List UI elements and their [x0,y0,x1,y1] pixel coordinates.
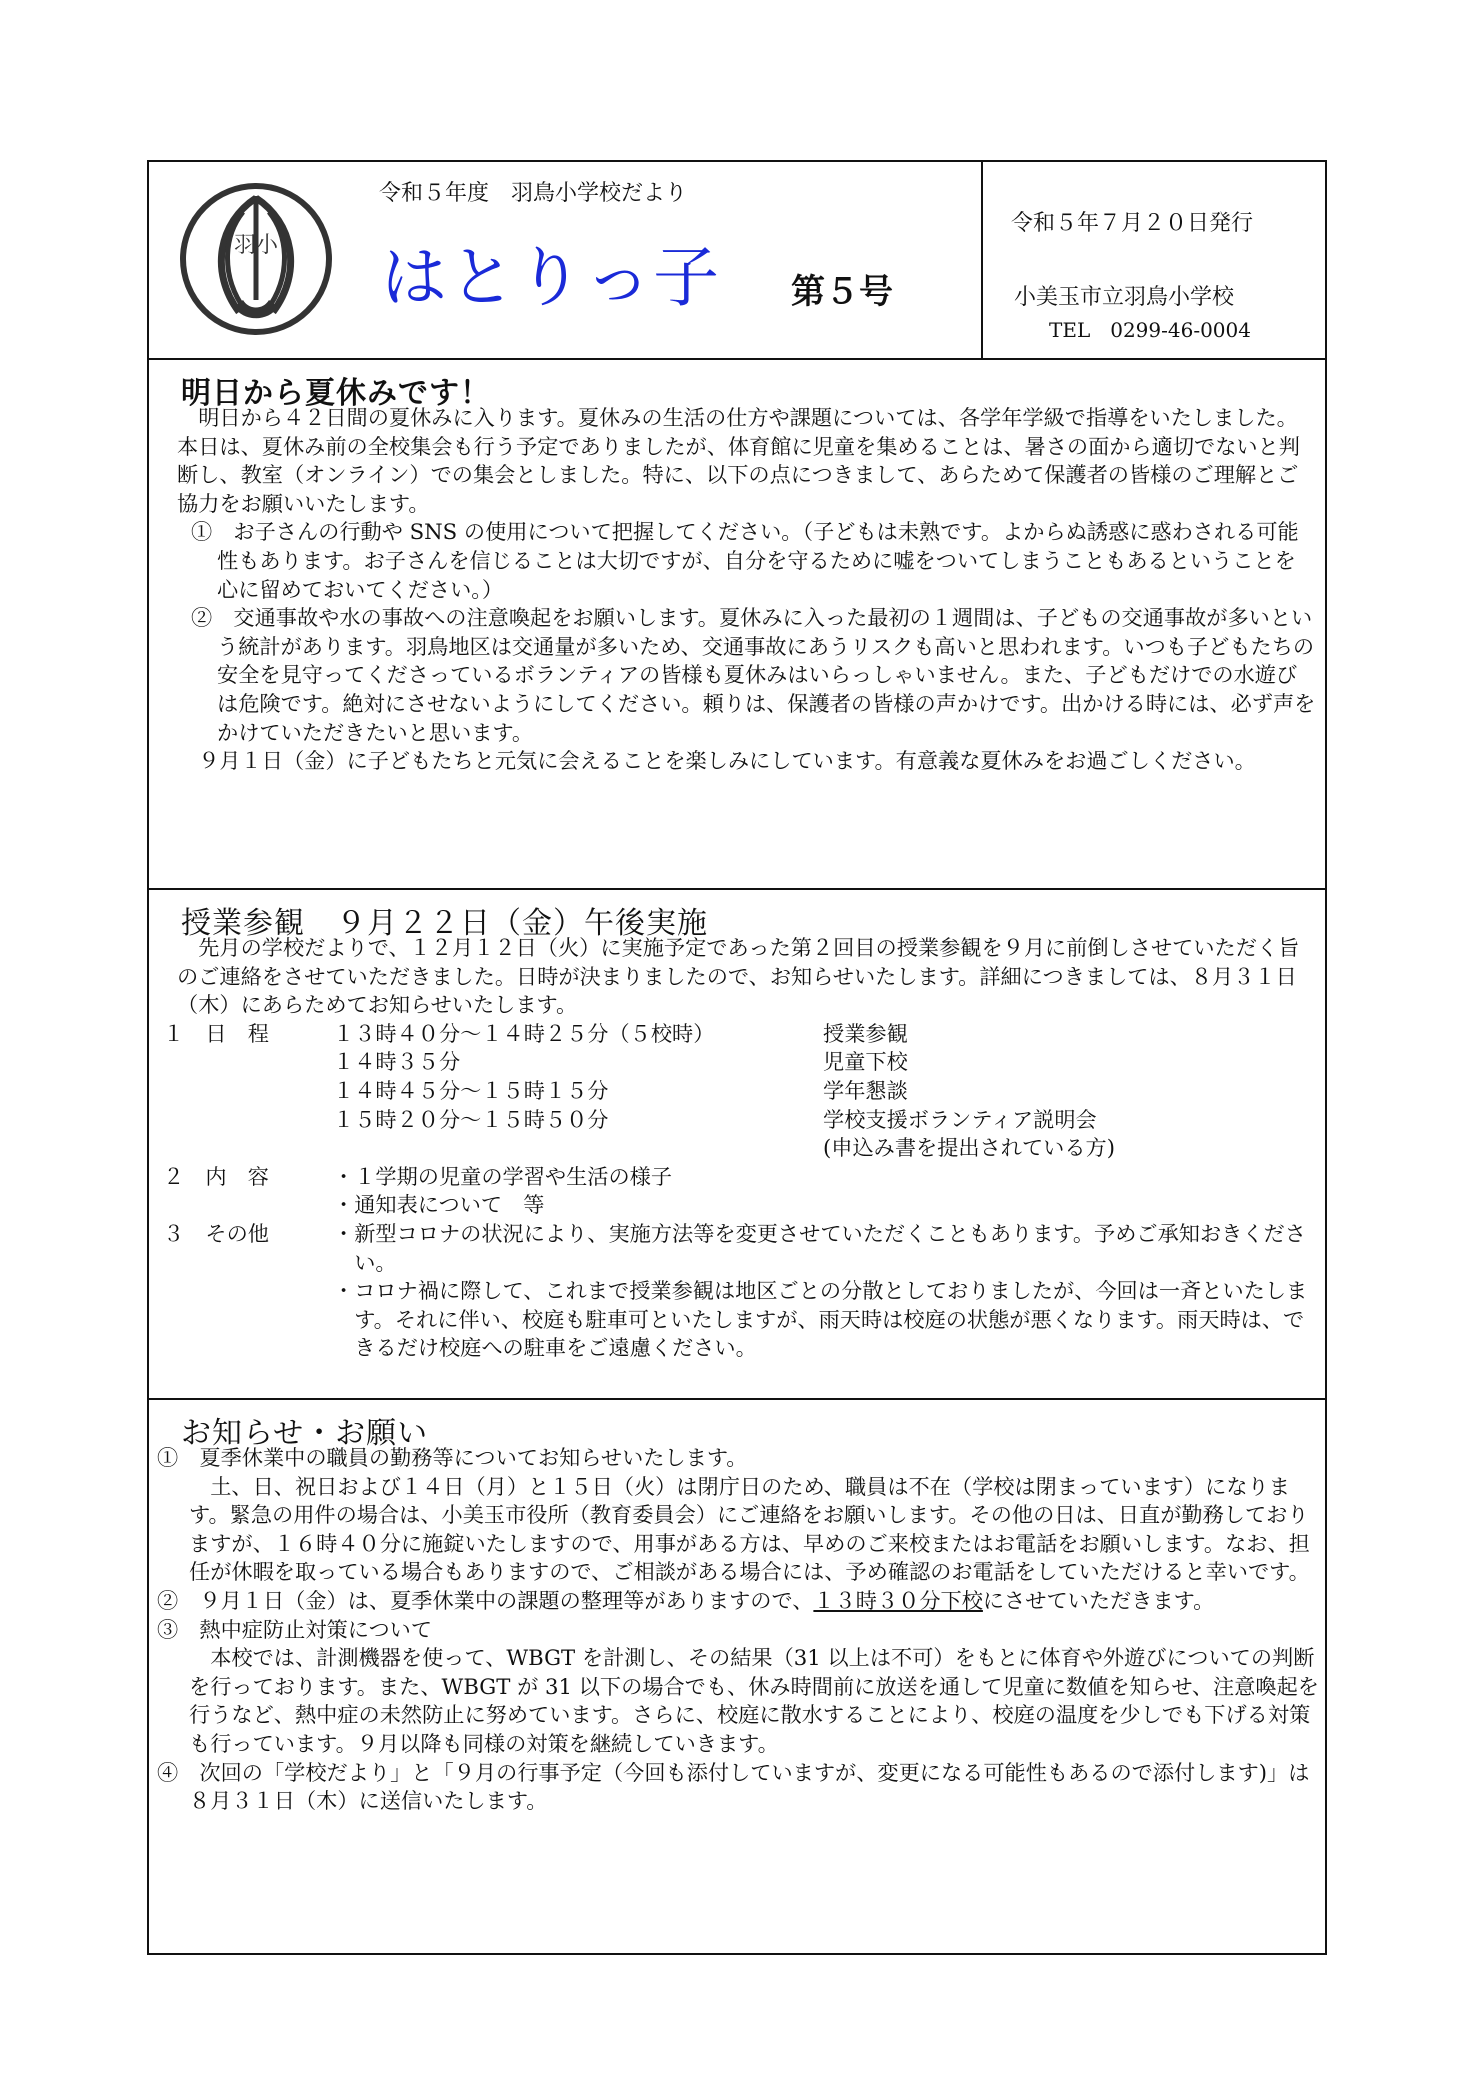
notice-item: ② ９月１日（金）は、夏季休業中の課題の整理等がありますので、１３時３０分下校にさせていただきます。 [157,1587,1215,1613]
schedule-table [163,1020,1317,1363]
issue-number: 第５号 [791,272,893,312]
list-item: ① お子さんの行動や SNS の使用について把握してください。（子どもは未熟です。よからぬ誘惑に惑わされる可能性もあります。お子さんを信じることは大切ですが、自分を守るために嘘をついてしまうこともあるということを心に留めておいてください。） [191,519,1299,602]
table-row [163,1106,1317,1135]
school-emblem-icon [179,182,334,337]
newsletter-subtitle: 令和５年度 羽鳥小学校だより [379,181,688,206]
section-class-observation [149,890,1325,1400]
table-row [163,1077,1317,1106]
notice-body: 土、日、祝日および１４日（月）と１５日（火）は閉庁日のため、職員は不在（学校は閉まっています）になります。緊急の用件の場合は、小美玉市役所（教育委員会）にご連絡をお願いします。その他の日は、日直が勤務しておりますが、１６時４０分に施錠いたしますので、用事がある方は、早めのご来校またはお電話をお願いします。なお、担任が休暇を取っている場合もありますので、ご相談がある場合には、予め確認のお電話をしていただけると幸いです。 [189,1473,1310,1585]
table-row [163,1191,1317,1220]
content-item: ・通知表について 等 [333,1192,545,1218]
notice-heading: ① 夏季休業中の職員の勤務等についてお知らせいたします。 [157,1445,748,1470]
section-body [155,1444,1320,1816]
section-body [163,934,1317,1363]
publish-date: 令和５年７月２０日発行 [1011,211,1254,236]
schedule-label: １ 日 程 [163,1020,269,1046]
schedule-event: 児童下校 [823,1049,908,1075]
notice-body: 本校では、計測機器を使って、WBGT を計測し、その結果（31 以上は不可）をもとに体育や外遊びについての判断を行っております。また、WBGT が 31 以下の場合でも、休み時間前に放送を通して児童に数値を知らせ、注意喚起を行うなど、熱中症の未然防止に努めています。さらに、校庭に散水することにより、校庭の温度を少しでも下げる対策も行っています。９月以降も同様の対策を継続していきます。 [189,1645,1319,1756]
content-item: ・１学期の児童の学習や生活の様子 [333,1163,673,1189]
section-title: 授業参観 ９月２２日（金）午後実施 [181,906,708,941]
table-row [163,1048,1317,1077]
paragraph: ９月１日（金）に子どもたちと元気に会えることを楽しみにしています。有意義な夏休みをお過ごしください。 [198,748,1256,774]
paragraph: 明日から４２日間の夏休みに入ります。夏休みの生活の仕方や課題については、各学年学級で指導をいたしました。本日は、夏休み前の全校集会も行う予定でありましたが、体育館に児童を集めることは、暑さの面から適切でないと判断し、教室（オンライン）での集会としました。特に、以下の点につきまして、あらためて保護者の皆様のご理解とご協力をお願いいたします。 [177,405,1300,516]
underlined-time: １３時３０分下校 [813,1587,983,1613]
table-row [163,1277,1317,1363]
section-title: お知らせ・お願い [181,1416,429,1451]
other-item: ・新型コロナの状況により、実施方法等を変更させていただくこともあります。予めご承知おきください。 [333,1220,1306,1275]
masthead [149,162,1325,360]
header-divider [981,162,983,358]
table-row [163,1220,1317,1277]
school-name: 小美玉市立羽鳥小学校 [1014,285,1235,310]
paragraph: 先月の学校だよりで、１２月１２日（火）に実施予定であった第２回目の授業参観を９月に前倒しさせていただく旨のご連絡をさせていただきました。日時が決まりましたので、お知らせいたします。詳細につきましては、８月３１日（木）にあらためてお知らせいたします。 [177,935,1300,1018]
schedule-time: １３時４０分～１４時２５分（５校時） [333,1020,715,1046]
newsletter-frame [147,160,1327,1955]
notice-item: ④ 次回の「学校だより」と「９月の行事予定（今回も添付していますが、変更になる可能性もあるので添付します)」は８月３１日（木）に送信いたします。 [157,1759,1310,1814]
table-row [163,1163,1317,1192]
schedule-time: １５時２０分～１５時５０分 [333,1106,609,1132]
list-item: ② 交通事故や水の事故への注意喚起をお願いします。夏休みに入った最初の１週間は、子どもの交通事故が多いという統計があります。羽鳥地区は交通量が多いため、交通事故にあうリスクも高いと思われます。いつも子どもたちの安全を見守ってくださっているボランティアの皆様も夏休みはいらっしゃいません。また、子どもだけでの水遊びは危険です。絶対にさせないようにしてください。頼りは、保護者の皆様の声かけです。出かける時には、必ず声をかけていただきたいと思います。 [191,605,1316,745]
table-row [163,1020,1317,1049]
schedule-event: 授業参観 [823,1020,908,1046]
notice-heading: ③ 熱中症防止対策について [157,1616,433,1642]
schedule-time: １４時４５分～１５時１５分 [333,1077,609,1103]
emblem-text: 羽小 [233,233,279,258]
schedule-note: (申込み書を提出されている方) [823,1135,1115,1161]
section-body [177,404,1317,776]
other-label: ３ その他 [163,1220,269,1246]
newsletter-title: はとりっ子 [381,239,721,316]
section-summer-vacation [149,360,1325,890]
section-notices [149,1400,1325,1955]
content-label: ２ 内 容 [163,1163,269,1189]
schedule-time: １４時３５分 [333,1049,461,1075]
schedule-event: 学年懇談 [823,1077,908,1103]
other-item: ・コロナ禍に際して、これまで授業参観は地区ごとの分散としておりましたが、今回は一斉といたします。それに伴い、校庭も駐車可といたしますが、雨天時は校庭の状態が悪くなります。雨天時は、できるだけ校庭への駐車をご遠慮ください。 [333,1278,1308,1361]
section-title: 明日から夏休みです！ [181,376,491,411]
table-row [163,1134,1317,1163]
school-phone: TEL 0299-46-0004 [1049,318,1251,342]
schedule-event: 学校支援ボランティア説明会 [823,1106,1097,1132]
